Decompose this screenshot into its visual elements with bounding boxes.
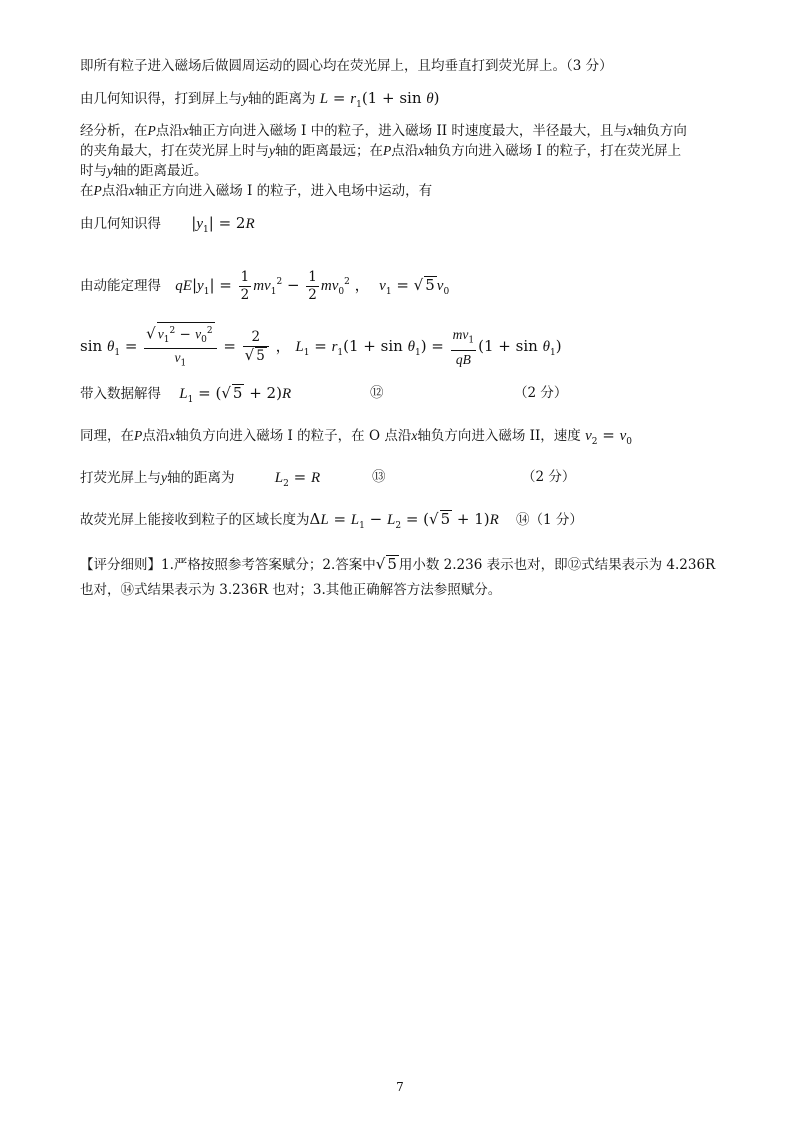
formula-L1: $L_1$ = (√ 5 + 2)R (179, 384, 292, 405)
line-11-c: 轴负方向进入磁场 I 的粒子，在 O 点沿 (175, 428, 412, 444)
line-11-d: 轴负方向进入磁场 II，速度 (417, 428, 581, 444)
var-y: y (242, 91, 248, 106)
formula-L: $L = r_1(1 + \sin \theta)$ (319, 89, 440, 110)
text-line-12: 打荧光屏上与y轴的距离为 $L_2 = R$ (80, 468, 321, 489)
formula-y1: $|y_1| = 2R$ (191, 214, 255, 235)
line-15-text: 也对，⑭式结果表示为 3.236R 也对；3.其他正确解答方法参照赋分。 (80, 582, 502, 598)
mark-14: ⑭ (515, 512, 530, 528)
score-12 (514, 383, 567, 403)
mark-13: ⑬ (372, 469, 386, 485)
text-line-9 (80, 322, 562, 373)
text-line-14 (80, 554, 715, 575)
text-line-3: 经分析，在P点沿x轴正方向进入磁场 I 中的粒子，进入磁场 II 时速度最大，半径最大，且与x轴负方向 (80, 123, 687, 139)
line-12-b: 轴的距离为 (167, 470, 235, 486)
line-3-c: 轴正方向进入磁场 I 中的粒子，进入磁场 II 时速度最大，半径最大，且与 (188, 123, 627, 139)
eq-mark-12 (370, 383, 384, 403)
line-2-mid: 轴的距离为 (248, 91, 316, 107)
formula-delta-L: $\Delta L = L_1 - L_2$ = (√ 5 + 1)R (309, 510, 499, 531)
line-3-d: 轴负方向 (632, 123, 687, 139)
line-11-b: 点沿 (142, 428, 170, 444)
text-line-6: 在P点沿x轴正方向进入磁场 I 的粒子，进入电场中运动，有 (80, 183, 433, 199)
score-13 (522, 467, 575, 487)
mark-12: ⑫ (370, 385, 384, 401)
line-4-c: 点沿 (391, 143, 419, 159)
formula-v2: $v_2 = v_0$ (585, 426, 633, 447)
text-line-7 (80, 213, 255, 240)
text-line-8 (80, 262, 449, 312)
line-11-a: 同理，在 (80, 428, 134, 444)
text-line-1 (80, 56, 613, 76)
line-4-d: 轴负方向进入磁场 I 的粒子，打在荧光屏上 (424, 143, 682, 159)
eq-mark-13 (372, 467, 386, 487)
formula-L2: $L_2 = R$ (274, 468, 321, 489)
line-5-a: 时与 (80, 163, 107, 179)
text-line-2 (80, 88, 440, 115)
score-14-text: （1 分） (529, 512, 583, 528)
formula-sqrt5: √ 5 (375, 555, 397, 573)
line-4-a: 的夹角最大，打在荧光屏上时与 (80, 143, 269, 159)
score-13-text: （2 分） (522, 469, 576, 485)
line-3-b: 点沿 (155, 123, 183, 139)
line-3-a: 经分析，在 (80, 123, 148, 139)
line-14-a: 【评分细则】1.严格按照参考答案赋分；2.答案中 (80, 557, 376, 573)
text-line-4: 的夹角最大，打在荧光屏上时与y轴的距离最远；在P点沿x轴负方向进入磁场 I 的粒子，打在荧光屏上 (80, 143, 682, 159)
line-14-b: 用小数 2.236 表示也对，即⑫式结果表示为 4.236R (398, 557, 716, 573)
line-12-a: 打荧光屏上与 (80, 470, 161, 486)
line-10-text: 带入数据解得 (80, 386, 161, 402)
line-7-text: 由几何知识得 (80, 216, 161, 232)
text-line-5: 时与y轴的距离最近。 (80, 163, 208, 179)
line-8-text: 由动能定理得 (80, 278, 161, 294)
text-line-11: 同理，在P点沿x轴负方向进入磁场 I 的粒子，在 O 点沿x轴负方向进入磁场 II，速度 $v_2 = v_0$ (80, 426, 633, 447)
line-2-prefix: 由几何知识得，打到屏上与 (80, 91, 242, 107)
line-6-c: 轴正方向进入磁场 I 的粒子，进入电场中运动，有 (134, 183, 433, 199)
page-number: 7 (396, 1080, 404, 1094)
text-line-10 (80, 383, 291, 410)
formula-sin-theta: $\sin \theta_1$ = $\frac{√ v_1^2 - v_0^2}{v_1}$ = $\frac{2}{√ 5}$ ， $L_1 = r_1(1 + \sin \theta_1)$ = $\frac{mv_1}{qB}$ $(1 + \sin \theta_1)$ (80, 337, 562, 355)
line-13-text: 故荧光屏上能接收到粒子的区域长度为 (80, 512, 310, 528)
line-6-a: 在 (80, 183, 94, 199)
line-1-text: 即所有粒子进入磁场后做圆周运动的圆心均在荧光屏上，且均垂直打到荧光屏上。（3 分） (80, 58, 613, 74)
formula-energy: $qE|y_1|$ = $\frac{1}{2}$ $mv_1^2$ − $\frac{1}{2}$ $mv_0^2$ ， $v_1$ = √ 5 $v_0$ (175, 268, 450, 303)
line-6-b: 点沿 (101, 183, 129, 199)
text-line-15 (80, 580, 501, 600)
line-5-b: 轴的距离最近。 (113, 163, 208, 179)
text-line-13 (80, 509, 583, 536)
line-4-b: 轴的距离最远；在 (275, 143, 383, 159)
score-12-text: （2 分） (514, 385, 568, 401)
